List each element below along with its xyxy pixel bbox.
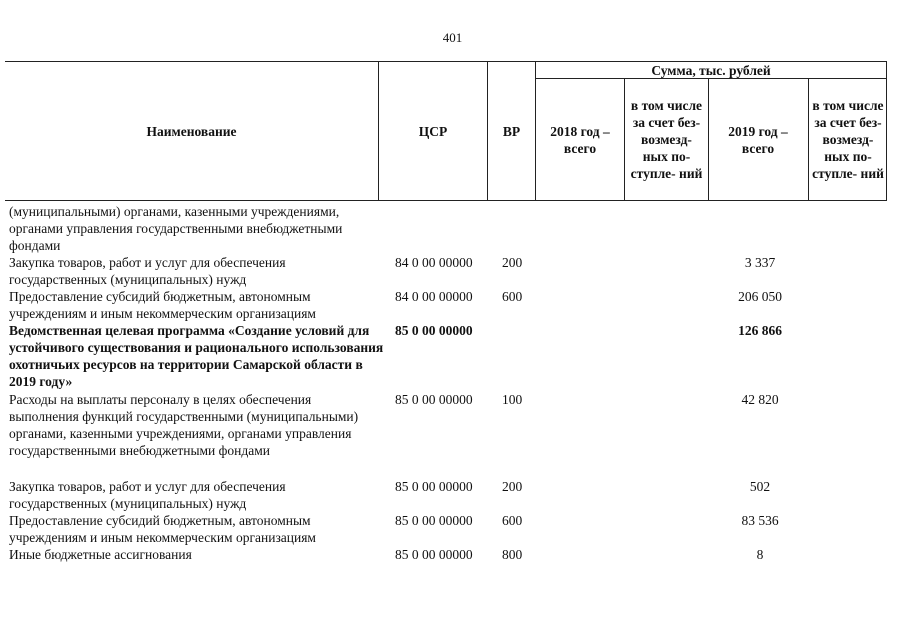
row-name: Расходы на выплаты персоналу в целях обеспечения выполнения функций государственными (муниципальными) органами, казенными учреждениями, органами управления государственными внебюджетными фондами xyxy=(9,392,359,458)
header-2018-total: 2018 год – всего xyxy=(550,123,610,156)
row-vr: 800 xyxy=(502,547,523,562)
header-bottom-rule xyxy=(5,200,887,201)
row-csr: 85 0 00 00000 xyxy=(395,513,473,528)
header-vr: ВР xyxy=(502,123,521,139)
row-name: Предоставление субсидий бюджетным, автономным учреждениям и иным некоммерческим организациям xyxy=(9,289,316,321)
row-vr: 100 xyxy=(502,392,523,407)
row-name: Предоставление субсидий бюджетным, автономным учреждениям и иным некоммерческим организациям xyxy=(9,513,316,545)
col-divider-4 xyxy=(624,78,625,201)
row-name: Ведомственная целевая программа «Создание условий для устойчивого существования и рационального использования охотничьих ресурсов на территории Самарской области в 2019 году» xyxy=(9,323,384,389)
header-name: Наименование xyxy=(146,123,237,139)
col-divider-3 xyxy=(535,61,536,201)
row-csr: 84 0 00 00000 xyxy=(395,255,473,270)
col-divider-7 xyxy=(886,61,887,201)
header-sum: Сумма, тыс. рублей xyxy=(651,62,771,78)
row-2019-total: 206 050 xyxy=(738,289,782,304)
col-divider-6 xyxy=(808,78,809,201)
col-divider-5 xyxy=(708,78,709,201)
row-vr: 600 xyxy=(502,289,523,304)
row-name: (муниципальными) органами, казенными учреждениями, органами управления государственными внебюджетными фондами xyxy=(9,204,343,253)
header-csr: ЦСР xyxy=(418,123,448,139)
header-2018-free-receipts: в том числе за счет без- возмезд- ных по- ступле- ний xyxy=(630,98,703,181)
row-2019-total: 126 866 xyxy=(738,323,782,338)
row-name: Иные бюджетные ассигнования xyxy=(9,547,192,562)
row-csr: 85 0 00 00000 xyxy=(395,479,473,494)
page-number: 401 xyxy=(442,30,463,45)
row-csr: 85 0 00 00000 xyxy=(395,323,473,338)
row-vr: 200 xyxy=(502,479,523,494)
row-csr: 85 0 00 00000 xyxy=(395,392,473,407)
row-2019-total: 502 xyxy=(749,479,771,494)
row-csr: 85 0 00 00000 xyxy=(395,547,473,562)
header-2019-total: 2019 год – всего xyxy=(728,123,788,156)
row-vr: 200 xyxy=(502,255,523,270)
row-name: Закупка товаров, работ и услуг для обеспечения государственных (муниципальных) нужд xyxy=(9,479,286,511)
row-2019-total: 83 536 xyxy=(741,513,779,528)
row-2019-total: 42 820 xyxy=(741,392,779,407)
row-name: Закупка товаров, работ и услуг для обеспечения государственных (муниципальных) нужд xyxy=(9,255,286,287)
header-2019-free-receipts: в том числе за счет без- возмезд- ных по- ступле- ний xyxy=(812,98,884,181)
row-2019-total: 3 337 xyxy=(744,255,776,270)
row-2019-total: 8 xyxy=(756,547,764,562)
row-vr: 600 xyxy=(502,513,523,528)
row-csr: 84 0 00 00000 xyxy=(395,289,473,304)
